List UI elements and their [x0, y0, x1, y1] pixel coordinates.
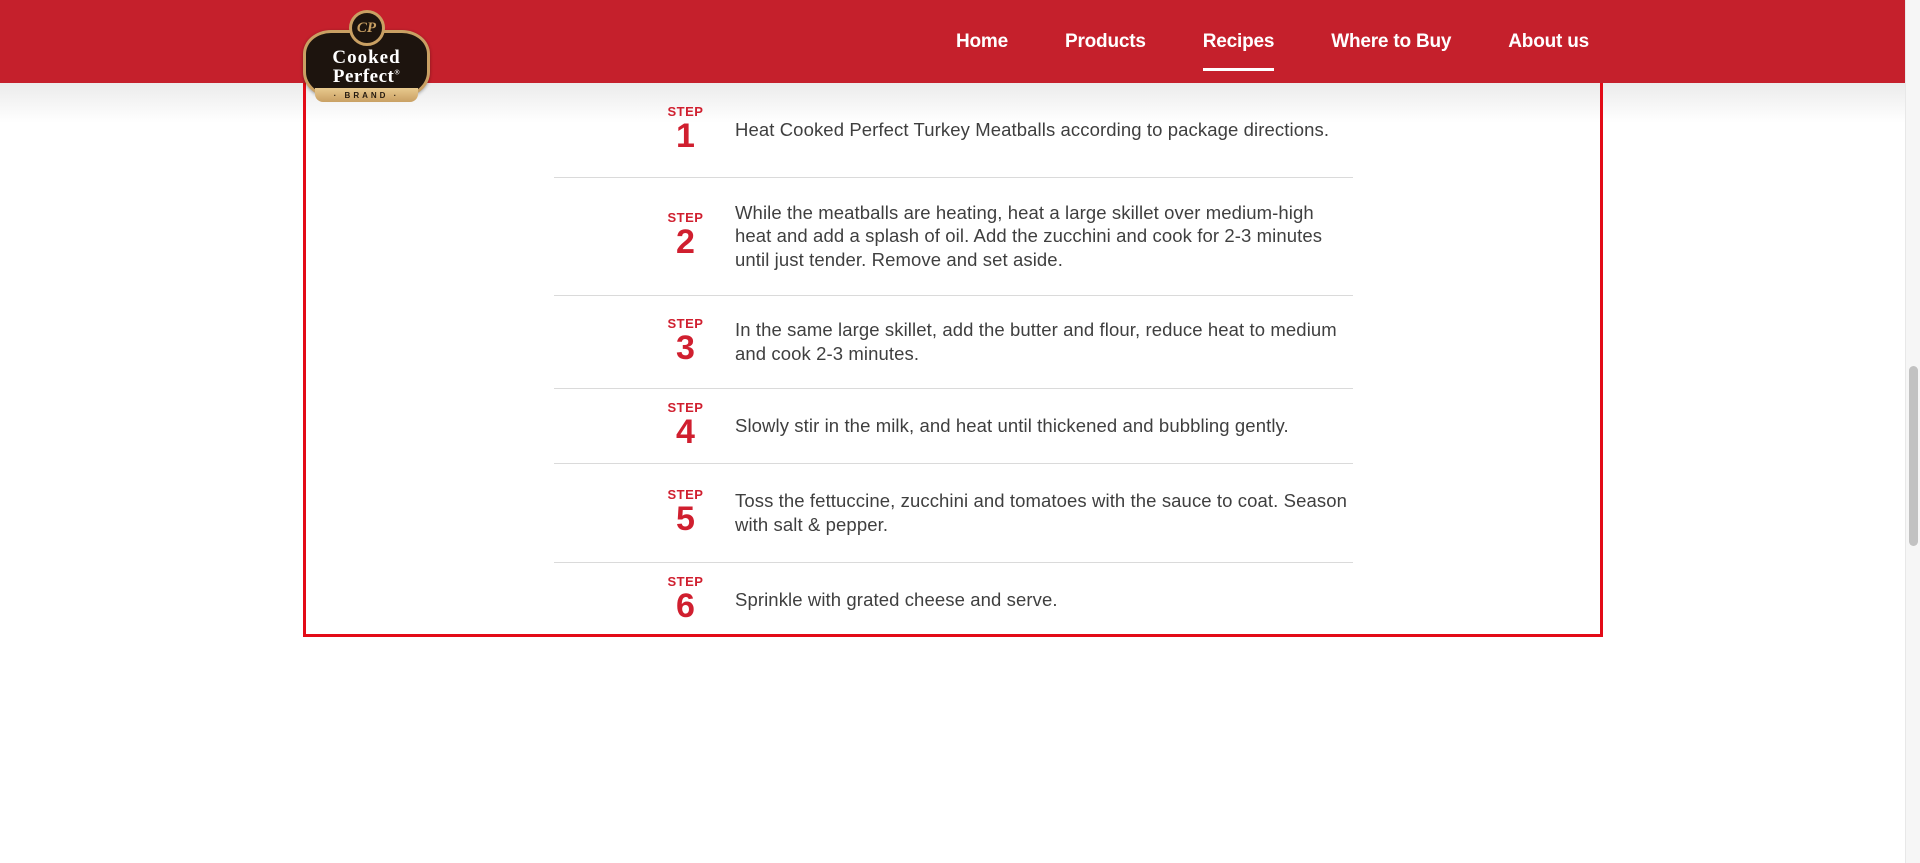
step-instruction: Slowly stir in the milk, and heat until thickened and bubbling gently. — [735, 414, 1289, 436]
logo-monogram-icon: CP — [349, 10, 385, 46]
step-label: STEP — [667, 573, 704, 589]
step-badge-3 — [636, 317, 735, 367]
step-row-3 — [306, 295, 1600, 388]
step-label: STEP — [667, 486, 704, 502]
step-instruction: While the meatballs are heating, heat a large skillet over medium-high heat and add a splash of oil. Add the zucchini and cook for 2-3 minutes until just tender. Remove and set aside. — [735, 201, 1323, 270]
step-badge-1 — [636, 105, 735, 155]
step-number: 5 — [676, 499, 695, 538]
step-badge-6 — [636, 575, 735, 625]
step-instruction: In the same large skillet, add the butter and flour, reduce heat to medium and cook 2-3 minutes. — [735, 319, 1337, 364]
main-nav — [956, 0, 1589, 83]
step-row-1 — [306, 83, 1600, 177]
nav-item-about-us[interactable]: About us — [1508, 30, 1589, 52]
step-number: 3 — [676, 328, 695, 367]
scrollbar-thumb[interactable] — [1909, 366, 1918, 546]
nav-item-where-to-buy[interactable]: Where to Buy — [1331, 30, 1452, 52]
step-row-5 — [306, 463, 1600, 562]
logo-word-cooked: Cooked — [332, 47, 401, 68]
step-number: 4 — [676, 412, 695, 451]
recipe-steps-card — [303, 83, 1603, 637]
step-row-6 — [306, 562, 1600, 637]
nav-item-recipes[interactable]: Recipes — [1202, 30, 1275, 52]
step-instruction: Heat Cooked Perfect Turkey Meatballs according to package directions. — [735, 119, 1330, 141]
step-number: 1 — [676, 117, 695, 156]
step-badge-5 — [636, 488, 735, 538]
site-header — [0, 0, 1920, 83]
nav-item-products[interactable]: Products — [1064, 30, 1146, 52]
cooked-perfect-logo[interactable] — [303, 10, 430, 102]
step-instruction: Sprinkle with grated cheese and serve. — [735, 588, 1058, 610]
step-row-4 — [306, 388, 1600, 463]
step-label: STEP — [667, 315, 704, 331]
step-badge-4 — [636, 401, 735, 451]
logo-word-perfect: Perfect® — [332, 66, 401, 87]
step-label: STEP — [667, 210, 704, 225]
step-number: 2 — [676, 223, 695, 262]
step-instruction: Toss the fettuccine, zucchini and tomatoes with the sauce to coat. Season with salt & pepper. — [735, 490, 1347, 535]
nav-item-home[interactable]: Home — [955, 30, 1008, 52]
scrollbar-track[interactable] — [1905, 0, 1920, 863]
step-number: 6 — [676, 586, 695, 625]
registered-mark: ® — [394, 68, 401, 77]
step-label: STEP — [667, 104, 704, 119]
step-label: STEP — [667, 399, 704, 415]
step-badge-2 — [636, 211, 735, 261]
logo-ribbon-brand: · BRAND · — [315, 88, 418, 102]
step-row-2 — [306, 177, 1600, 295]
